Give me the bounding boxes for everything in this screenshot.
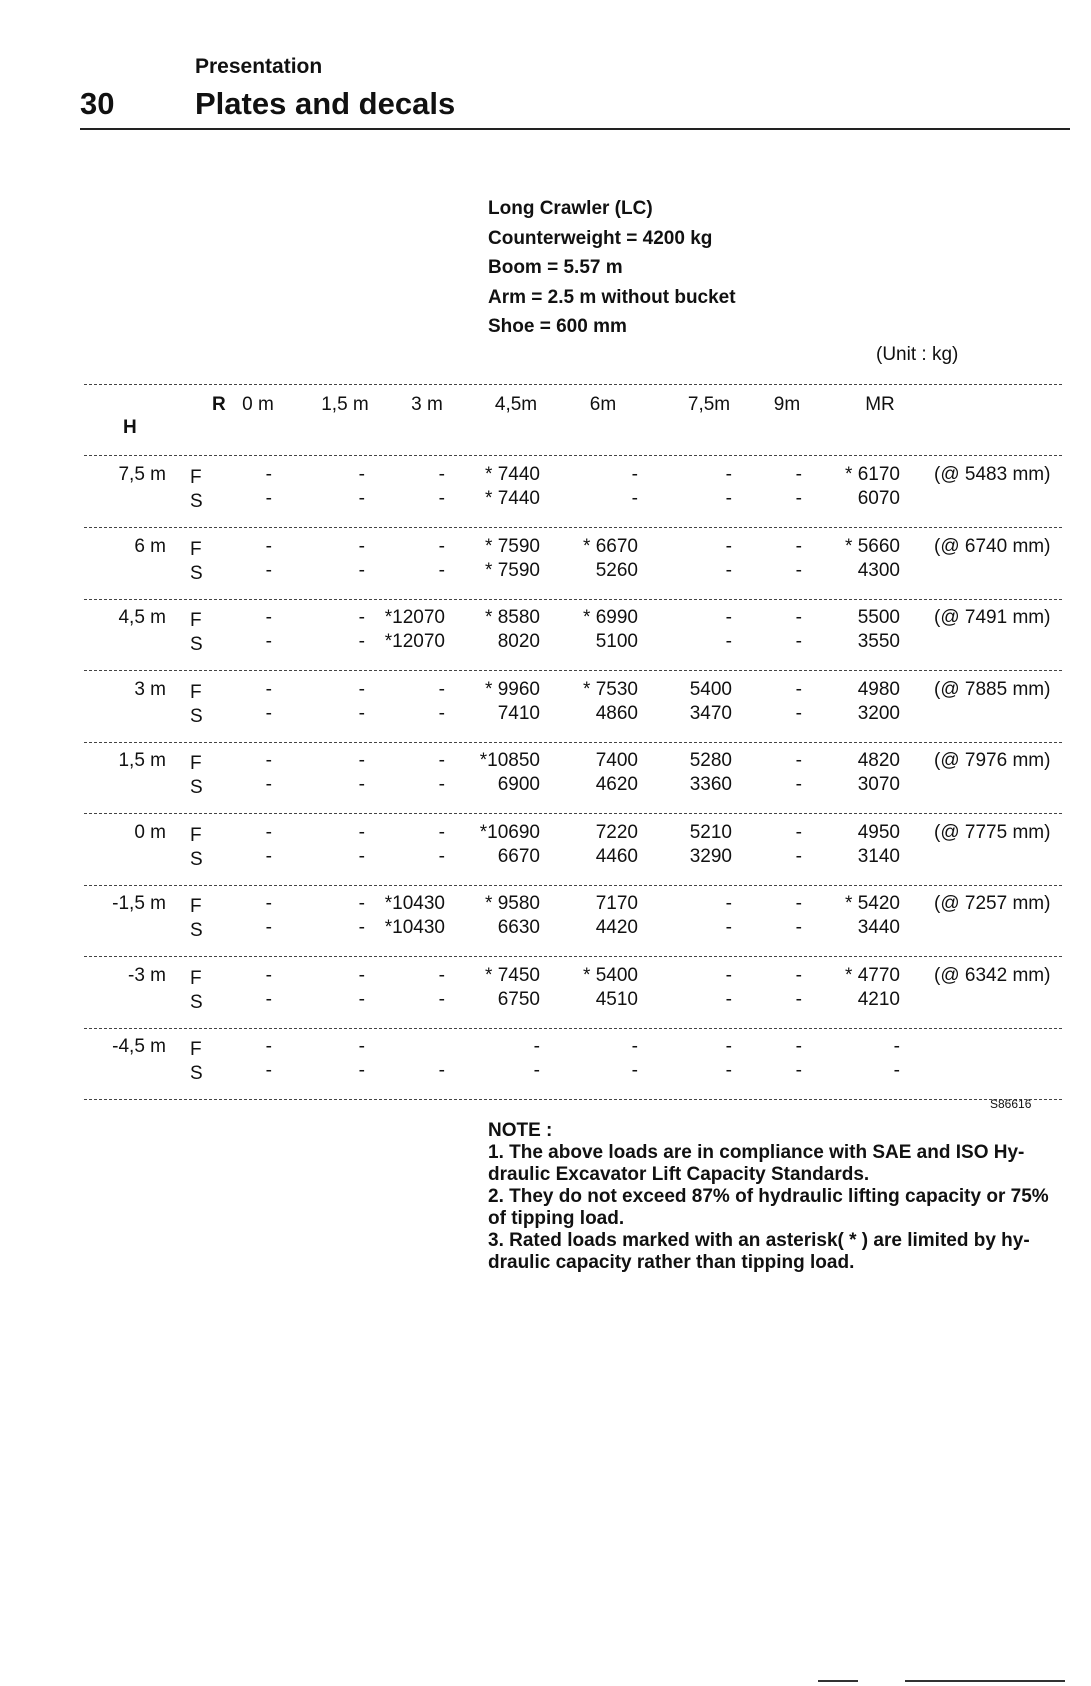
load-value-side: 3070: [857, 774, 900, 795]
column-header: 4,5m: [494, 394, 538, 415]
load-value-side: -: [893, 1060, 900, 1081]
load-value-side: -: [725, 988, 732, 1010]
spec-line: Boom = 5.57 m: [488, 257, 623, 278]
load-value-front: * 8580: [485, 607, 540, 628]
load-value-side: 4620: [595, 774, 638, 795]
load-value-side: 7410: [497, 702, 540, 724]
row-divider: [84, 1099, 1062, 1100]
load-value-side: -: [795, 1060, 802, 1081]
row-divider: [84, 742, 1062, 743]
max-reach-distance: (@ 7257 mm): [934, 893, 1051, 914]
load-value-side: -: [358, 631, 365, 652]
load-value-front: *10850: [479, 750, 540, 771]
row-divider: [84, 813, 1062, 814]
load-value-front: -: [358, 464, 365, 485]
load-value-front: *10430: [384, 893, 445, 914]
max-reach-distance: (@ 7775 mm): [934, 821, 1051, 843]
row-height-label: 1,5 m: [118, 750, 166, 771]
load-value-front: * 9960: [485, 678, 540, 700]
load-value-side: 4420: [595, 917, 638, 938]
load-value-side: -: [725, 917, 732, 938]
load-value-side: 4210: [857, 988, 900, 1010]
load-value-front: -: [795, 893, 802, 914]
load-value-front: -: [358, 964, 365, 986]
header-rule: [80, 128, 1070, 130]
row-divider: [84, 527, 1062, 528]
load-value-front: * 6990: [583, 607, 638, 628]
row-height-label: 3 m: [134, 678, 166, 700]
load-value-front: -: [358, 607, 365, 628]
row-divider: [84, 885, 1062, 886]
load-value-front: -: [438, 821, 445, 843]
load-value-side: -: [725, 488, 732, 509]
load-value-front: *12070: [384, 607, 445, 628]
load-value-side: -: [265, 559, 272, 581]
column-header: MR: [865, 394, 895, 415]
load-value-front: -: [358, 535, 365, 557]
load-value-side: 5100: [595, 631, 638, 652]
load-value-front: -: [438, 750, 445, 771]
load-value-front: -: [438, 535, 445, 557]
load-value-side: -: [795, 845, 802, 867]
load-value-front: -: [265, 464, 272, 485]
load-value-front: -: [725, 893, 732, 914]
load-value-side: -: [725, 631, 732, 652]
spec-block: [488, 194, 736, 342]
load-value-front: -: [265, 1036, 272, 1057]
load-value-side: -: [795, 774, 802, 795]
load-value-side: -: [795, 488, 802, 509]
load-value-front: -: [725, 535, 732, 557]
note-item: 1. The above loads are in compliance with SAE and ISO Hy-draulic Excavator Lift Capacity Standards.: [488, 1142, 1025, 1185]
load-value-side: 4510: [595, 988, 638, 1010]
load-value-side: -: [795, 631, 802, 652]
load-value-side: -: [358, 559, 365, 581]
load-value-front: * 7440: [485, 464, 540, 485]
load-value-front: -: [358, 821, 365, 843]
max-reach-distance: (@ 5483 mm): [934, 464, 1051, 485]
notes-heading: NOTE :: [488, 1120, 553, 1141]
row-s-label: S: [190, 634, 203, 655]
load-value-side: -: [265, 1060, 272, 1081]
load-value-front: -: [795, 535, 802, 557]
row-divider: [84, 384, 1062, 385]
load-value-side: -: [438, 774, 445, 795]
load-value-front: -: [795, 678, 802, 700]
load-value-front: -: [795, 464, 802, 485]
load-value-side: -: [438, 559, 445, 581]
row-height-label: 0 m: [134, 821, 166, 843]
row-height-label: -3 m: [128, 964, 166, 986]
load-value-front: -: [265, 678, 272, 700]
load-value-front: -: [358, 750, 365, 771]
max-reach-distance: (@ 6740 mm): [934, 535, 1051, 557]
load-value-side: -: [265, 488, 272, 509]
row-divider: [84, 956, 1062, 957]
load-value-front: * 7530: [583, 678, 638, 700]
unit-label: (Unit : kg): [876, 344, 959, 365]
load-value-front: 5280: [689, 750, 732, 771]
header-h: H: [123, 417, 137, 438]
load-value-front: 5500: [857, 607, 900, 628]
max-reach-distance: (@ 7491 mm): [934, 607, 1051, 628]
row-f-label: F: [190, 467, 202, 488]
load-value-side: 3440: [857, 917, 900, 938]
load-value-front: -: [795, 750, 802, 771]
load-value-side: -: [265, 774, 272, 795]
load-value-side: 3290: [689, 845, 732, 867]
load-value-front: * 7590: [485, 535, 540, 557]
load-value-front: 4950: [857, 821, 900, 843]
spec-line: Shoe = 600 mm: [488, 316, 627, 337]
load-value-side: 6750: [497, 988, 540, 1010]
load-value-side: *10430: [384, 917, 445, 938]
row-f-label: F: [190, 824, 202, 846]
max-reach-distance: (@ 7976 mm): [934, 750, 1051, 771]
load-value-front: -: [795, 821, 802, 843]
row-divider: [84, 455, 1062, 456]
load-value-side: -: [358, 488, 365, 509]
spec-line: Arm = 2.5 m without bucket: [488, 286, 736, 308]
footer-rule: [905, 1680, 1065, 1682]
load-value-side: -: [725, 559, 732, 581]
load-value-side: -: [358, 917, 365, 938]
column-header: 0 m: [242, 394, 274, 415]
load-value-side: -: [265, 917, 272, 938]
load-value-front: -: [265, 821, 272, 843]
column-header: 3 m: [411, 394, 443, 415]
row-f-label: F: [190, 610, 202, 631]
load-value-front: -: [795, 964, 802, 986]
load-value-front: -: [725, 464, 732, 485]
load-value-side: 4460: [595, 845, 638, 867]
row-f-label: F: [190, 538, 202, 560]
row-f-label: F: [190, 1039, 202, 1060]
load-value-front: 7170: [595, 893, 638, 914]
load-value-front: 7400: [595, 750, 638, 771]
load-value-front: * 9580: [485, 893, 540, 914]
page-title: Plates and decals: [195, 86, 456, 121]
load-value-front: 4980: [857, 678, 900, 700]
load-value-front: -: [265, 607, 272, 628]
load-value-front: -: [795, 1036, 802, 1057]
load-value-side: 6630: [497, 917, 540, 938]
note-item: 3. Rated loads marked with an asterisk( * ) are limited by hy-draulic capacity rather than tipping load.: [488, 1230, 1030, 1273]
row-s-label: S: [190, 848, 203, 870]
load-value-front: -: [631, 464, 638, 485]
load-value-front: 5210: [689, 821, 732, 843]
max-reach-distance: (@ 6342 mm): [934, 964, 1051, 986]
load-value-front: * 5400: [583, 964, 638, 986]
load-value-side: -: [725, 1060, 732, 1081]
load-value-side: -: [631, 1060, 638, 1081]
row-height-label: 6 m: [134, 535, 166, 557]
load-value-side: -: [358, 845, 365, 867]
header-r: R: [212, 394, 226, 415]
load-value-side: -: [438, 1060, 445, 1081]
load-value-side: -: [265, 845, 272, 867]
load-value-side: -: [438, 488, 445, 509]
row-s-label: S: [190, 991, 203, 1013]
column-header: 7,5m: [687, 394, 731, 415]
load-value-side: -: [265, 702, 272, 724]
load-value-front: -: [438, 964, 445, 986]
load-value-side: -: [358, 702, 365, 724]
load-value-side: 3470: [689, 702, 732, 724]
load-value-side: -: [533, 1060, 540, 1081]
row-height-label: 7,5 m: [118, 464, 166, 485]
load-value-side: -: [795, 988, 802, 1010]
page-number: 30: [80, 86, 115, 121]
row-height-label: -1,5 m: [112, 893, 166, 914]
load-value-front: -: [265, 893, 272, 914]
load-value-front: 4820: [857, 750, 900, 771]
row-s-label: S: [190, 491, 203, 512]
load-value-front: -: [795, 607, 802, 628]
load-value-front: -: [533, 1036, 540, 1057]
load-value-side: 6670: [497, 845, 540, 867]
load-value-front: * 5420: [845, 893, 900, 914]
load-value-front: * 5660: [845, 535, 900, 557]
load-value-side: 3140: [857, 845, 900, 867]
load-value-front: -: [358, 678, 365, 700]
row-divider: [84, 1028, 1062, 1029]
row-s-label: S: [190, 562, 203, 584]
load-value-side: 6070: [857, 488, 900, 509]
load-value-front: -: [725, 964, 732, 986]
load-value-front: * 4770: [845, 964, 900, 986]
load-value-side: -: [358, 988, 365, 1010]
load-value-front: -: [725, 607, 732, 628]
load-value-front: -: [438, 464, 445, 485]
load-value-front: -: [438, 678, 445, 700]
row-f-label: F: [190, 967, 202, 989]
figure-code: S86616: [990, 1097, 1032, 1111]
load-value-front: * 7450: [485, 964, 540, 986]
notes: [488, 1120, 1058, 1274]
load-value-side: * 7440: [485, 488, 540, 509]
load-value-front: -: [631, 1036, 638, 1057]
load-value-front: 5400: [689, 678, 732, 700]
load-value-side: -: [438, 845, 445, 867]
row-divider: [84, 670, 1062, 671]
load-value-side: 3200: [857, 702, 900, 724]
load-value-front: -: [893, 1036, 900, 1057]
load-value-front: -: [358, 893, 365, 914]
row-divider: [84, 599, 1062, 600]
load-value-side: 5260: [595, 559, 638, 581]
column-header: 6m: [589, 394, 617, 415]
load-value-side: 4300: [857, 559, 900, 581]
load-value-front: -: [358, 1036, 365, 1057]
row-s-label: S: [190, 920, 203, 941]
spec-line: Counterweight = 4200 kg: [488, 227, 713, 249]
load-value-side: * 7590: [485, 559, 540, 581]
footer-rule: [818, 1680, 858, 1682]
load-value-side: -: [358, 774, 365, 795]
load-value-side: -: [795, 559, 802, 581]
load-value-side: -: [265, 631, 272, 652]
max-reach-distance: (@ 7885 mm): [934, 678, 1051, 700]
load-value-front: *10690: [479, 821, 540, 843]
load-value-front: 7220: [595, 821, 638, 843]
load-value-side: -: [358, 1060, 365, 1081]
load-value-side: *12070: [384, 631, 445, 652]
row-f-label: F: [190, 753, 202, 774]
load-value-front: -: [725, 1036, 732, 1057]
load-value-side: -: [438, 988, 445, 1010]
load-value-front: -: [265, 964, 272, 986]
row-s-label: S: [190, 777, 203, 798]
load-value-side: 6900: [497, 774, 540, 795]
load-value-front: * 6670: [583, 535, 638, 557]
load-value-side: -: [795, 917, 802, 938]
column-header: 1,5 m: [321, 394, 369, 415]
load-value-front: * 6170: [845, 464, 900, 485]
section-label: Presentation: [195, 55, 323, 78]
load-value-front: -: [265, 535, 272, 557]
row-height-label: 4,5 m: [118, 607, 166, 628]
load-value-side: 8020: [497, 631, 540, 652]
row-f-label: F: [190, 681, 202, 703]
row-s-label: S: [190, 705, 203, 727]
row-s-label: S: [190, 1063, 203, 1084]
load-value-side: -: [438, 702, 445, 724]
column-header: 9m: [773, 394, 801, 415]
spec-line: Long Crawler (LC): [488, 198, 653, 219]
load-value-side: -: [631, 488, 638, 509]
row-height-label: -4,5 m: [112, 1036, 166, 1057]
load-value-side: 3360: [689, 774, 732, 795]
note-item: 2. They do not exceed 87% of hydraulic lifting capacity or 75% of tipping load.: [488, 1186, 1049, 1229]
load-value-side: 3550: [857, 631, 900, 652]
load-value-side: -: [795, 702, 802, 724]
row-f-label: F: [190, 896, 202, 917]
load-value-front: -: [265, 750, 272, 771]
load-value-side: -: [265, 988, 272, 1010]
load-value-side: 4860: [595, 702, 638, 724]
